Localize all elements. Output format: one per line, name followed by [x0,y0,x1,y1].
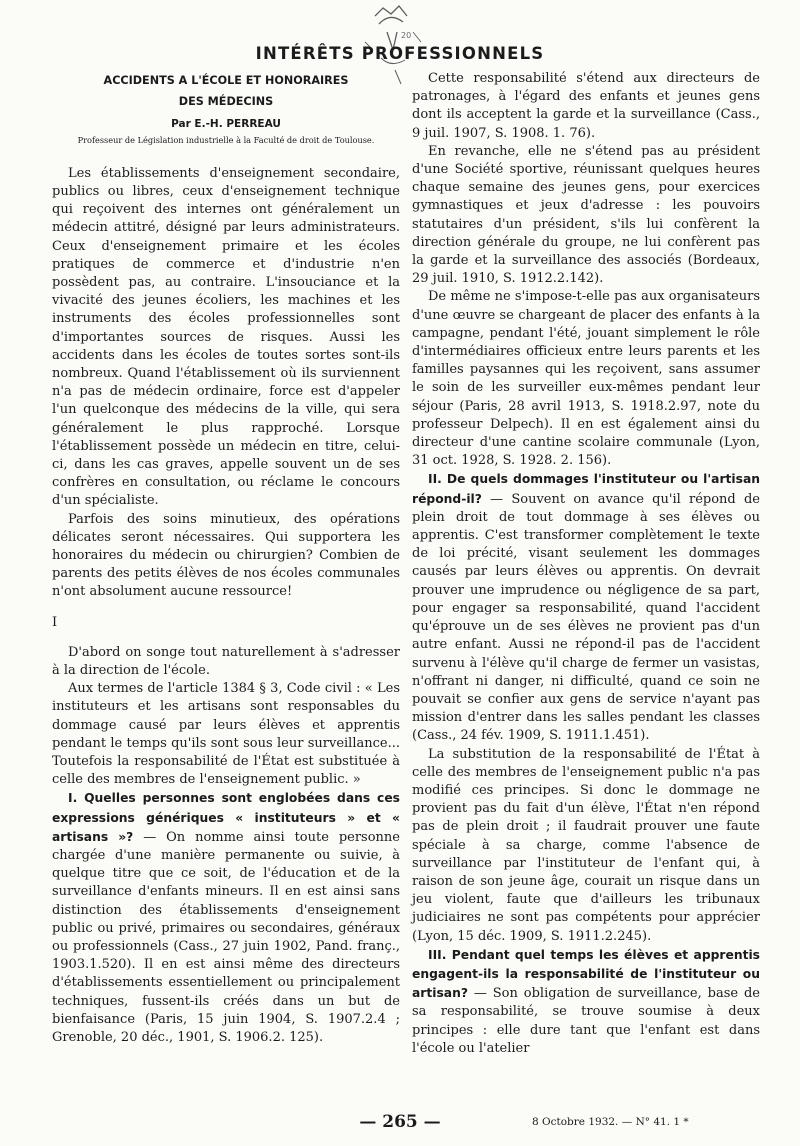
page-number: — 265 — [359,1112,441,1132]
question-heading: III. Pendant quel temps les élèves et apprentis engagent-ils la responsabilité de l'instituteur ou artisan? [412,947,760,1001]
article-byline: Par E.-H. PERREAU [171,118,281,130]
question-text: — On nomme ainsi toute personne chargée d'une manière permanente ou suivie, à quelque titre que ce soit, de l'éducation et de la surveillance d'enfants mineurs. Il en est ainsi sans distinction des établissements d'enseignement public ou privé, primaires ou secondaires, généraux ou professionnels (Cass., 27 juin 1902, Pand. franç., 1903.1.520). Il en est ainsi même des directeurs d'établissements essentiellement ou principalement techniques, fussent-ils créés dans un but de bienfaisance (Paris, 15 juin 1904, S. 1907.2.4 ; Grenoble, 20 déc., 1901, S. 1906.2. 125). [52,829,400,1046]
question-paragraph [52,789,400,1047]
paragraph: Aux termes de l'article 1384 § 3, Code civil : « Les instituteurs et les artisans sont responsables du dommage causé par leurs élèves et apprentis pendant le temps qu'ils sont sous leur surveillance... Toutefois la responsabilité de l'État est substituée à celle des membres de l'enseignement public. » [52,681,400,788]
section-title: INTÉRÊTS PROFESSIONNELS [255,44,545,63]
paragraph: La substitution de la responsabilité de l'État à celle des membres de l'enseignement public n'a pas modifié ces principes. Si donc le dommage ne provient pas du fait d'un élève, l'État n'en répond pas de plein droit ; il faudrait prouver une faute spéciale à sa charge, comme l'absence de surveillance par l'instituteur de l'enfant qui, à raison de son jeune âge, courait un risque dans un jeu violent, faute que d'ailleurs les tribunaux judiciaires ne sont pas compétents pour apprécier (Lyon, 15 déc. 1909, S. 1911.2.245). [412,746,760,944]
stamp-number: 20 [401,31,412,40]
article-title-line1: ACCIDENTS A L'ÉCOLE ET HONORAIRES [103,74,349,87]
paragraph: De même ne s'impose-t-elle pas aux organisateurs d'une œuvre se chargeant de placer des enfants à la campagne, pendant l'été, jouant simplement le rôle d'intermédiaires officieux entre leurs parents et les familles paysannes qui les reçoivent, sans assumer le soin de les surveiller eux-mêmes pendant leur séjour (Paris, 28 avril 1913, S. 1918.2.97, note du professeur Delpech). Il en est également ainsi du directeur d'une cantine scolaire communale (Lyon, 31 oct. 1928, S. 1928. 2. 156). [412,289,760,469]
author-affiliation: Professeur de Législation industrielle à la Faculté de droit de Toulouse. [77,135,375,146]
question-paragraph [412,470,760,745]
paragraph: Cette responsabilité s'étend aux directeurs de patronages, à l'égard des enfants et jeunes gens dont ils acceptent la garde et la surveillance (Cass., 9 juil. 1907, S. 1908. 1. 76). [412,71,760,141]
question-text: — Souvent on avance qu'il répond de plein droit de tout dommage à ses élèves ou apprentis. C'est transformer complètement le texte de loi précité, visant seulement les dommages causés par leurs élèves ou apprentis. On devrait prouver une imprudence ou négligence de sa part, pour engager sa responsabilité, quand l'accident qu'éprouve un de ses élèves ne provient pas d'un autre enfant. Aussi ne répond-il pas de l'accident survenu à l'élève qu'il charge de fermer un vasistas, n'offrant ni danger, ni difficulté, quand ce soin ne pouvait se confier aux gens de service n'ayant pas mission d'entrer dans les salles pendant les classes (Cass., 24 fév. 1909, S. 1911.1.451). [412,491,760,744]
paragraph: D'abord on songe tout naturellement à s'adresser à la direction de l'école. [52,644,400,678]
paragraph: En revanche, elle ne s'étend pas au président d'une Société sportive, réunissant quelques heures chaque semaine des jeunes gens, pour exercices gymnastiques et jeux d'adresse : les pouvoirs statutaires d'un président, s'ils lui confèrent la direction générale du groupe, ne lui confèrent pas la garde et la surveillance des associés (Bordeaux, 29 juil. 1910, S. 1912.2.142). [412,143,760,287]
section-numeral: I [52,614,58,630]
paragraph: Parfois des soins minutieux, des opérations délicates seront nécessaires. Qui supportera les honoraires du médecin ou chirurgien? Combien de parents des petits élèves de nos écoles communales n'ont absolument aucune ressource! [52,511,400,600]
article-title-line2: DES MÉDECINS [178,95,274,108]
question-heading: I. Quelles personnes sont englobées dans ces expressions génériques « instituteurs » et « artisans »? [52,791,400,844]
question-heading: II. De quels dommages l'instituteur ou l'artisan répond-il? [412,472,760,506]
left-column [52,70,400,1047]
paragraph: Les établissements d'enseignement secondaire, publics ou libres, ceux d'enseignement technique qui reçoivent des internes ont généralement un médecin attitré, désigné par leurs administrateurs. Ceux d'enseignement primaire et les écoles pratiques de commerce et d'industrie n'en possèdent pas, au contraire. L'insouciance et la vivacité des jeunes écoliers, les machines et les instruments des écoles professionnelles sont d'importantes sources de risques. Aussi les accidents dans les écoles de toutes sortes sont-ils nombreux. Quand l'établissement où ils surviennent n'a pas de médecin ordinaire, force est d'appeler l'un quelconque des médecins de la ville, qui sera généralement le plus rapproché. Lorsque l'établissement possède un médecin en titre, celui-ci, dans les cas graves, appelle souvent un de ses confrères en consultation, ou réclame le concours d'un spécialiste. [52,165,400,509]
article-title [52,70,400,112]
right-column [412,70,760,1058]
issue-date: 8 Octobre 1932. — N° 41. 1 * [532,1116,689,1128]
question-paragraph [412,946,760,1058]
question-text: — Son obligation de surveillance, base de sa responsabilité, se trouve soumise à deux principes : elle dure tant que l'enfant est dans l'école ou l'atelier [412,986,760,1056]
